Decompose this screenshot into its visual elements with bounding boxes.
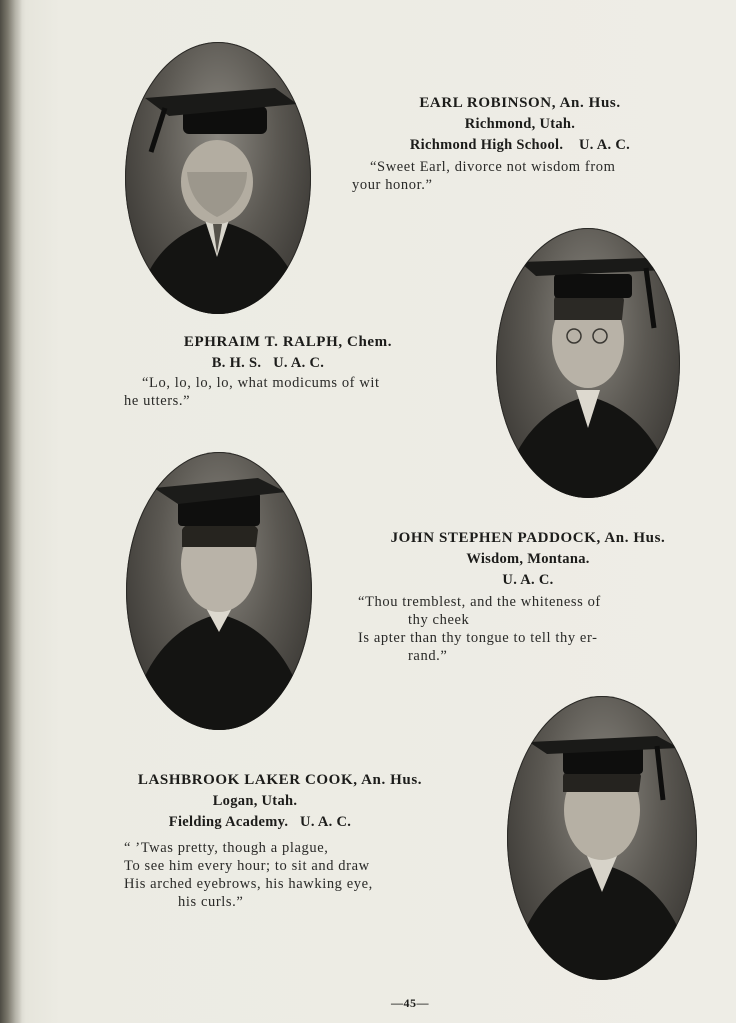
quote-line: Is apter than thy tongue to tell thy er- xyxy=(358,630,598,646)
quote-line: “ ’Twas pretty, though a plague, xyxy=(124,840,329,856)
entry-lashbrook-cook xyxy=(110,770,490,911)
entry-ephraim-ralph xyxy=(118,332,478,410)
student-name: LASHBROOK LAKER COOK, An. Hus. xyxy=(137,772,423,788)
page-number: —45— xyxy=(391,996,429,1010)
student-name: EPHRAIM T. RALPH, Chem. xyxy=(183,334,393,350)
student-name: JOHN STEPHEN PADDOCK, An. Hus. xyxy=(390,530,666,546)
hometown: Richmond, Utah. xyxy=(464,116,576,132)
quote-line: your honor.” xyxy=(352,177,433,193)
student-name: EARL ROBINSON, An. Hus. xyxy=(419,95,621,111)
book-spine-shadow xyxy=(0,0,22,1023)
school-line: Richmond High School. U. A. C. xyxy=(409,137,631,153)
entry-john-paddock xyxy=(338,528,718,665)
portrait-lashbrook-cook xyxy=(507,696,697,980)
quote-line: His arched eyebrows, his hawking eye, xyxy=(124,876,373,892)
quote-line: he utters.” xyxy=(124,393,191,409)
school-line: B. H. S. U. A. C. xyxy=(211,355,325,371)
quote-line: “Lo, lo, lo, lo, what modicums of wit xyxy=(142,375,380,391)
school-line: Fielding Academy. U. A. C. xyxy=(168,814,352,830)
quote-line: his curls.” xyxy=(178,894,244,910)
school-line: U. A. C. xyxy=(502,572,554,588)
quote-line: thy cheek xyxy=(408,612,470,628)
portrait-earl-robinson xyxy=(125,42,311,314)
quote-line: To see him every hour; to sit and draw xyxy=(124,858,370,874)
student-quote xyxy=(338,593,718,665)
student-quote xyxy=(330,158,710,194)
student-quote xyxy=(110,839,490,911)
hometown: Logan, Utah. xyxy=(212,793,298,809)
entry-earl-robinson xyxy=(330,93,710,194)
quote-line: rand.” xyxy=(408,648,448,664)
quote-line: “Sweet Earl, divorce not wisdom from xyxy=(370,159,616,175)
portrait-ephraim-ralph xyxy=(496,228,680,498)
quote-line: “Thou tremblest, and the whiteness of xyxy=(358,594,601,610)
portrait-john-paddock xyxy=(126,452,312,730)
hometown: Wisdom, Montana. xyxy=(466,551,590,567)
student-quote xyxy=(118,374,478,410)
